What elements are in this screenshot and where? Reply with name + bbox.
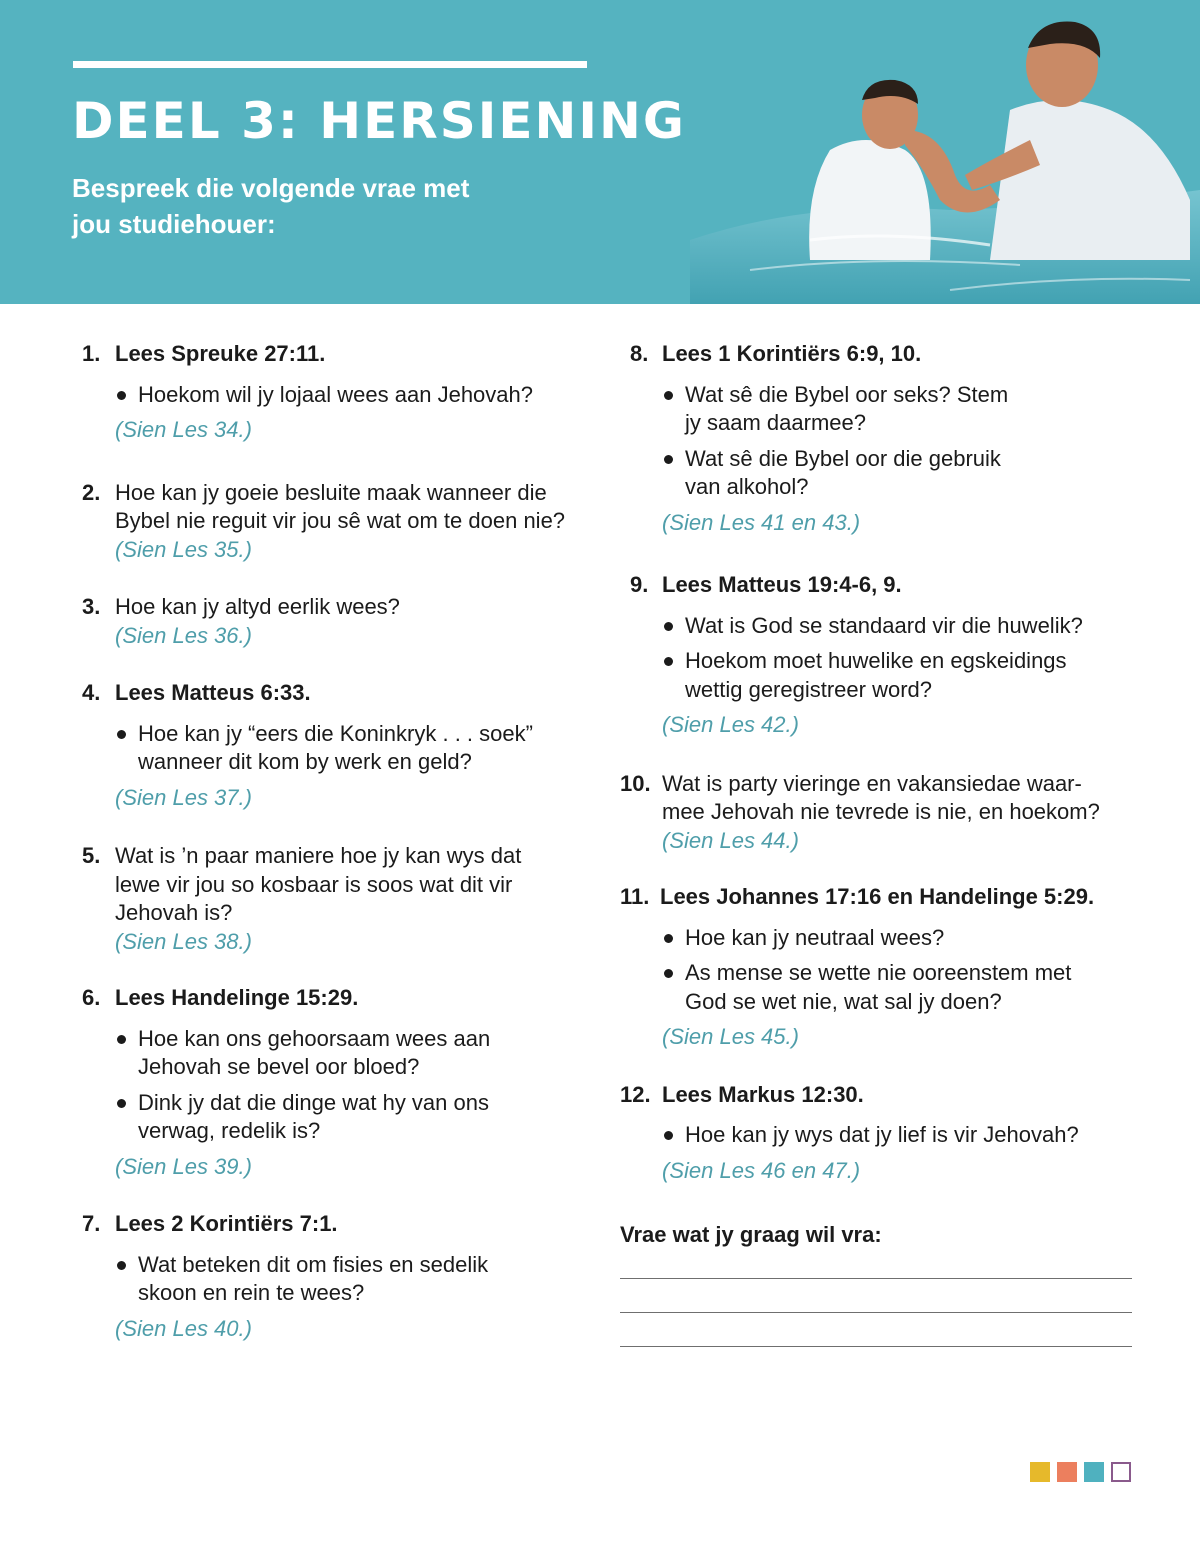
lesson-reference: (Sien Les 34.): [115, 417, 252, 442]
item-number: 11.: [620, 884, 650, 909]
item-number: 12.: [620, 1081, 651, 1107]
question-text: Hoe kan jy altyd eerlik wees?: [115, 594, 400, 619]
review-item-7: [82, 1210, 592, 1343]
item-number: 9.: [630, 572, 649, 597]
lesson-reference: (Sien Les 39.): [115, 1153, 252, 1179]
question-text: Hoe kan jy goeie besluite maak wanneer die Bybel nie reguit vir jou sê wat om te doen nie?: [115, 479, 566, 533]
bullet-question: Hoe kan ons gehoorsaam wees aan Jehovah se bevel oor bloed?: [115, 1025, 535, 1082]
scripture-reading: Lees Johannes 17:16 en Handelinge 5:29.: [660, 884, 1095, 909]
question-list: [662, 612, 1112, 705]
scripture-reading: Lees Markus 12:30.: [662, 1081, 864, 1107]
scripture-reading: Lees 1 Korintiërs 6:9, 10.: [662, 341, 922, 366]
bullet-question: Hoe kan jy neutraal wees?: [662, 924, 1092, 953]
lesson-reference: (Sien Les 38.): [115, 928, 252, 954]
question-text: Wat is ’n paar maniere hoe jy kan wys dat lewe vir jou so kosbaar is soos wat dit vir Jehovah is?: [115, 843, 522, 925]
review-item-8: [620, 340, 1140, 537]
bullet-question: Wat sê die Bybel oor die gebruik van alkohol?: [662, 445, 1022, 502]
question-list: [662, 924, 1092, 1017]
baptism-illustration: [690, 0, 1200, 304]
answer-line-2[interactable]: [620, 1312, 1132, 1313]
item-number: 2.: [82, 479, 101, 505]
review-item-6: [82, 984, 592, 1181]
item-number: 3.: [82, 594, 101, 619]
scripture-reading: Lees Matteus 6:33.: [115, 680, 311, 705]
scripture-reading: Lees Spreuke 27:11.: [115, 341, 326, 366]
bullet-question: Dink jy dat die dinge wat hy van ons verwag, redelik is?: [115, 1089, 535, 1146]
scripture-reading: Lees Matteus 19:4-6, 9.: [662, 572, 902, 597]
lesson-reference: (Sien Les 37.): [115, 784, 252, 810]
bullet-question: Hoekom moet huwelike en egskeidings wettig geregistreer word?: [662, 647, 1112, 704]
review-item-10: [620, 770, 1140, 856]
review-item-1: [82, 340, 592, 445]
item-number: 7.: [82, 1211, 101, 1236]
lesson-reference: (Sien Les 36.): [115, 622, 252, 648]
question-list: [662, 1121, 1140, 1150]
page-subtitle: [72, 170, 532, 242]
page-title: DEEL 3: HERSIENING: [72, 92, 686, 150]
item-number: 8.: [630, 341, 649, 366]
bullet-question: Wat beteken dit om fisies en sedelik skoon en rein te wees?: [115, 1251, 535, 1308]
question-list: [115, 1025, 535, 1146]
review-item-9: [620, 571, 1140, 740]
review-item-12: [620, 1081, 1140, 1186]
left-column: [82, 340, 592, 1343]
subtitle-line-1: Bespreek die volgende vrae met: [72, 173, 470, 203]
item-number: 10.: [620, 770, 651, 796]
square-outline: [1111, 1462, 1131, 1482]
bullet-question: Wat is God se standaard vir die huwelik?: [662, 612, 1112, 641]
review-item-2: [82, 479, 592, 565]
header-rule: [73, 61, 587, 68]
right-column: [620, 340, 1140, 1185]
subtitle-line-2: jou studiehouer:: [72, 209, 276, 239]
square-orange: [1057, 1462, 1077, 1482]
review-item-4: [82, 679, 592, 812]
your-questions-label: Vrae wat jy graag wil vra:: [620, 1222, 882, 1247]
lesson-reference: (Sien Les 40.): [115, 1315, 252, 1341]
item-number: 1.: [82, 341, 101, 366]
lesson-reference: (Sien Les 46 en 47.): [662, 1157, 861, 1183]
square-teal: [1084, 1462, 1104, 1482]
answer-line-3[interactable]: [620, 1346, 1132, 1347]
scripture-reading: Lees Handelinge 15:29.: [115, 985, 359, 1010]
lesson-reference: (Sien Les 42.): [662, 712, 799, 737]
question-text: Wat is party vieringe en vakansiedae waar-mee Jehovah nie tevrede is nie, en hoekom?: [662, 770, 1100, 824]
bullet-question: Hoekom wil jy lojaal wees aan Jehovah?: [115, 381, 592, 410]
question-list: [662, 381, 1022, 502]
answer-line-1[interactable]: [620, 1278, 1132, 1279]
bullet-question: Hoe kan jy “eers die Koninkryk . . . soek” wanneer dit kom by werk en geld?: [115, 720, 592, 777]
bullet-question: Wat sê die Bybel oor seks? Stem jy saam daarmee?: [662, 381, 1022, 438]
header-banner: [0, 0, 1200, 304]
review-item-5: [82, 842, 592, 956]
lesson-reference: (Sien Les 44.): [662, 827, 799, 853]
bullet-question: As mense se wette nie ooreenstem met God se wet nie, wat sal jy doen?: [662, 959, 1092, 1016]
lesson-reference: (Sien Les 35.): [115, 536, 252, 562]
square-yellow: [1030, 1462, 1050, 1482]
lesson-reference: (Sien Les 45.): [662, 1024, 799, 1049]
question-list: [115, 381, 592, 410]
question-list: [115, 1251, 535, 1308]
review-item-11: [620, 883, 1140, 1052]
item-number: 6.: [82, 985, 101, 1010]
scripture-reading: Lees 2 Korintiërs 7:1.: [115, 1211, 338, 1236]
bullet-question: Hoe kan jy wys dat jy lief is vir Jehovah?: [662, 1121, 1140, 1150]
review-item-3: [82, 593, 592, 650]
item-number: 5.: [82, 843, 101, 868]
item-number: 4.: [82, 680, 101, 705]
lesson-reference: (Sien Les 41 en 43.): [662, 509, 861, 535]
question-list: [115, 720, 592, 777]
